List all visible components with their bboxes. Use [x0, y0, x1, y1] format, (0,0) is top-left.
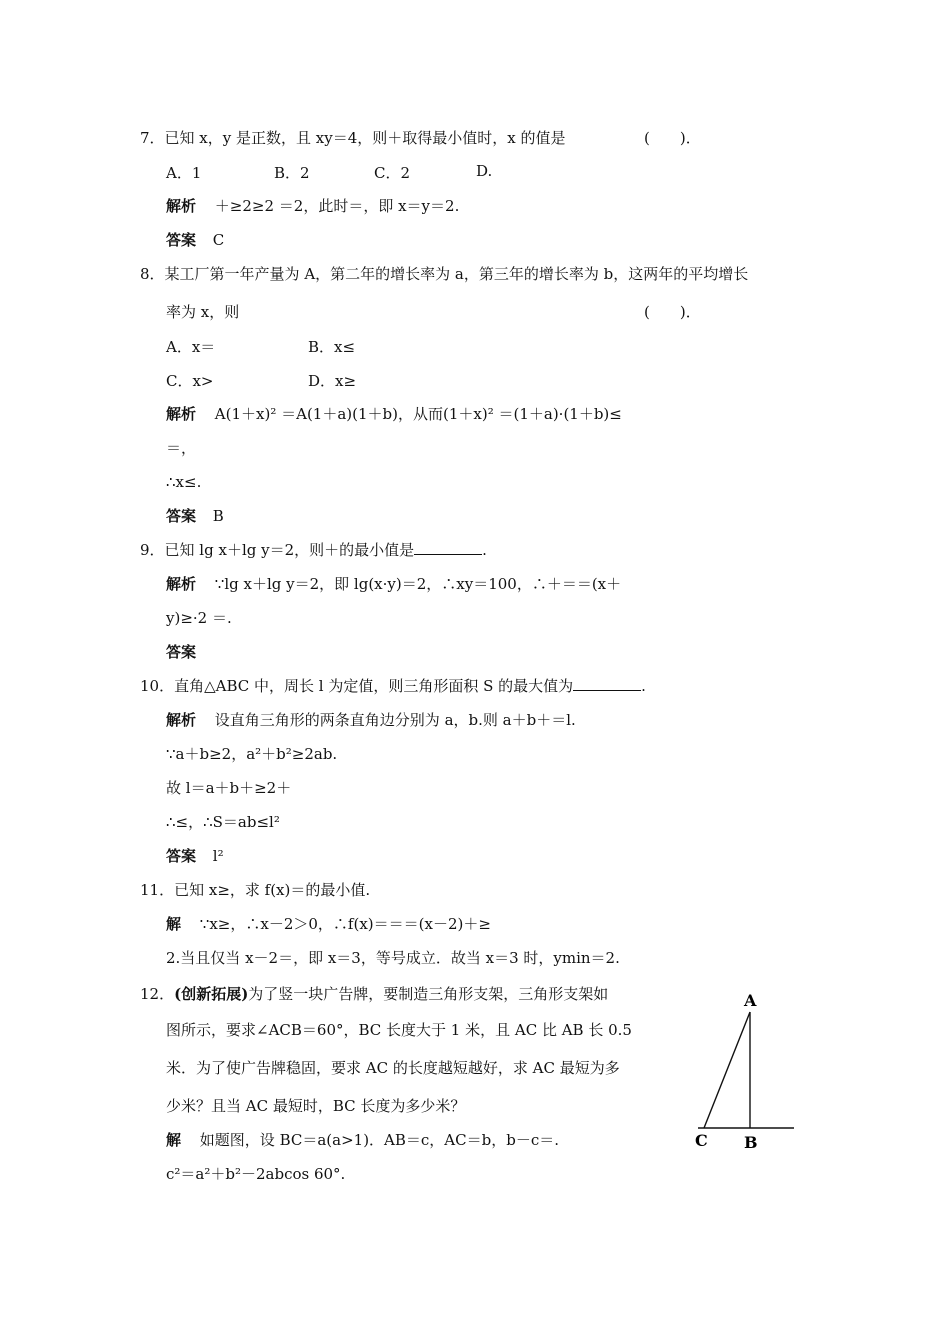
- q9-stem-end: .: [482, 541, 487, 559]
- q10-stem-text: 10．直角△ABC 中，周长 l 为定值，则三角形面积 S 的最大值为: [140, 677, 574, 695]
- q10-analysis-line2: ∵a＋b≥2，a²＋b²≥2ab.: [166, 745, 338, 763]
- answer-label: 答案: [166, 231, 197, 249]
- q7-answer-text: C: [212, 231, 225, 249]
- q7-option-a: A．1: [166, 164, 202, 182]
- q9-stem: [140, 540, 487, 560]
- answer-label: 答案: [166, 847, 197, 865]
- q10-analysis-line3: 故 l＝a＋b＋≥2＋: [166, 779, 292, 797]
- q8-option-c: C．x>: [166, 372, 214, 390]
- q8-paren: ( )．: [644, 303, 701, 321]
- q8-option-d: D．x≥: [308, 372, 357, 390]
- q8-analysis-line1: [166, 404, 622, 424]
- q12-stem-line2: 图所示，要求∠ACB＝60°，BC 长度大于 1 米，且 AC 比 AB 长 0.5: [166, 1021, 632, 1039]
- label-c: C: [695, 1131, 708, 1150]
- q9-analysis-line2: y)≥·2 ＝.: [166, 609, 232, 627]
- q9-blank: [414, 540, 482, 555]
- q11-stem: 11．已知 x≥，求 f(x)＝的最小值.: [140, 881, 371, 899]
- q11-solution-text: ∵x≥，∴x－2＞0，∴f(x)＝＝＝(x－2)＋≥: [199, 915, 491, 933]
- q7-stem: 7．已知 x，y 是正数，且 xy＝4，则＋取得最小值时，x 的值是: [140, 129, 566, 147]
- q12-stem-line1-rest: 为了竖一块广告牌，要制造三角形支架，三角形支架如: [248, 985, 609, 1003]
- q7-analysis-text: ＋≥2≥2 ＝2，此时＝，即 x＝y＝2.: [214, 197, 460, 215]
- q7-option-c: C．2: [374, 164, 411, 182]
- q8-answer: [166, 506, 224, 526]
- q10-analysis-line4: ∴≤，∴S＝ab≤l²: [166, 813, 280, 831]
- q9-analysis-line1: [166, 574, 621, 594]
- triangle-figure: [690, 990, 810, 1150]
- q10-answer-text: l²: [212, 847, 224, 865]
- side-ca: [704, 1012, 750, 1128]
- q12-stem-line1: [140, 984, 608, 1004]
- q8-option-b: B．x≤: [308, 338, 356, 356]
- q10-stem: [140, 676, 646, 696]
- answer-label: 答案: [166, 507, 197, 525]
- q8-analysis-line2: ＝，: [166, 439, 197, 457]
- q7-analysis: [166, 196, 459, 216]
- q10-answer: [166, 846, 224, 866]
- q10-analysis-line1: [166, 710, 576, 730]
- q11-solution-line2: 2.当且仅当 x－2＝，即 x＝3，等号成立．故当 x＝3 时，ymin＝2.: [166, 949, 620, 967]
- q7-paren: ( )．: [644, 129, 701, 147]
- q12-solution-line1: [166, 1130, 559, 1150]
- q8-analysis-text: A(1＋x)² ＝A(1＋a)(1＋b)，从而(1＋x)² ＝(1＋a)·(1＋b)≤: [214, 405, 622, 423]
- q8-stem-line2: 率为 x，则: [166, 303, 240, 321]
- label-a: A: [744, 991, 757, 1010]
- q7-answer: [166, 230, 224, 250]
- q8-analysis-line3: ∴x≤.: [166, 473, 202, 491]
- q9-answer: [166, 642, 208, 662]
- q7-option-d: D.: [476, 162, 493, 180]
- q9-analysis-text: ∵lg x＋lg y＝2，即 lg(x·y)＝2，∴xy＝100，∴＋＝＝(x＋: [214, 575, 622, 593]
- q8-answer-text: B: [212, 507, 224, 525]
- q8-stem-line1: 8．某工厂第一年产量为 A，第二年的增长率为 a，第三年的增长率为 b，这两年的平均增长: [140, 265, 749, 283]
- analysis-label: 解析: [166, 711, 197, 729]
- q11-solution-line1: [166, 914, 491, 934]
- analysis-label: 解析: [166, 405, 197, 423]
- solution-label: 解: [166, 915, 182, 933]
- label-b: B: [744, 1133, 758, 1150]
- q8-option-a: A．x＝: [166, 338, 216, 356]
- q9-stem-text: 9．已知 lg x＋lg y＝2，则＋的最小值是: [140, 541, 415, 559]
- answer-label: 答案: [166, 643, 197, 661]
- q12-solution-line2: c²＝a²＋b²－2abcos 60°.: [166, 1165, 346, 1183]
- q12-tag: (创新拓展): [174, 985, 249, 1003]
- q12-stem-line4: 少米？且当 AC 最短时，BC 长度为多少米？: [166, 1097, 466, 1115]
- solution-label: 解: [166, 1131, 182, 1149]
- q12-number: 12．: [140, 985, 175, 1003]
- q10-blank: [573, 676, 641, 691]
- q12-solution-text: 如题图，设 BC＝a(a>1)．AB＝c，AC＝b，b－c＝.: [199, 1131, 559, 1149]
- q10-analysis-text: 设直角三角形的两条直角边分别为 a，b.则 a＋b＋＝l.: [214, 711, 576, 729]
- analysis-label: 解析: [166, 575, 197, 593]
- analysis-label: 解析: [166, 197, 197, 215]
- q10-stem-end: .: [641, 677, 646, 695]
- q7-option-b: B．2: [274, 164, 310, 182]
- q12-stem-line3: 米．为了使广告牌稳固，要求 AC 的长度越短越好，求 AC 最短为多: [166, 1059, 620, 1077]
